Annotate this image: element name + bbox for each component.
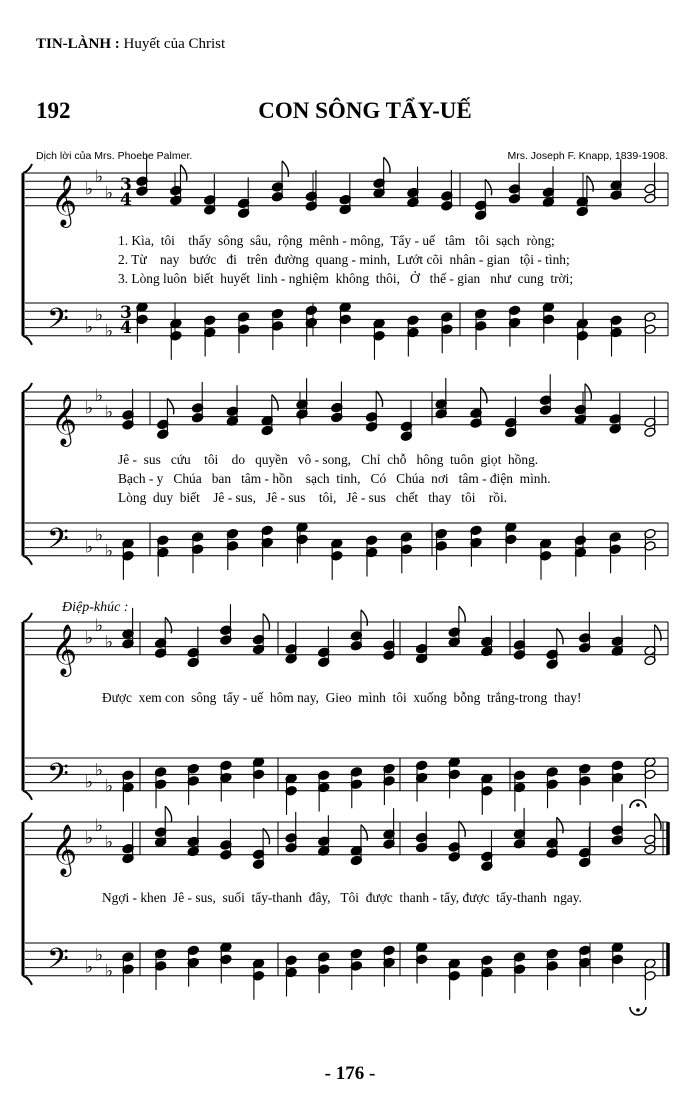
- flat-icon: ♭: [95, 616, 104, 637]
- flat-icon: ♭: [85, 828, 94, 849]
- flat-icon: ♭: [85, 957, 94, 978]
- flat-icon: ♭: [105, 832, 114, 853]
- flat-icon: ♭: [85, 537, 94, 558]
- flat-icon: ♭: [105, 541, 114, 562]
- music-credit: Mrs. Joseph F. Knapp, 1839-1908.: [507, 150, 668, 162]
- lyric-s1-v2: 2. Từ nay bước đi trên đường quang - minh, Lướt cõi nhân - gian tội - tình;: [118, 252, 570, 267]
- bass-time-bottom: 4: [120, 318, 132, 338]
- bass-clef-icon: 𝄢: [47, 942, 69, 983]
- hymn-title: CON SÔNG TẨY-UẾ: [258, 98, 472, 123]
- flat-icon: ♭: [95, 945, 104, 966]
- bass-clef-icon: 𝄢: [47, 522, 69, 563]
- flat-icon: ♭: [105, 321, 114, 342]
- flat-icon: ♭: [85, 398, 94, 419]
- lyric-refrain-1: Được xem con sông tẩy - uế hôm nay, Gieo mình tôi xuống bỗng trắng-trong thay!: [102, 690, 582, 705]
- flat-icon: ♭: [105, 776, 114, 797]
- flat-icon: ♭: [95, 386, 104, 407]
- treble-clef-icon: 𝄞: [51, 174, 78, 226]
- flat-icon: ♭: [105, 632, 114, 653]
- flat-icon: ♭: [85, 628, 94, 649]
- bass-clef-icon: 𝄢: [47, 302, 69, 343]
- flat-icon: ♭: [95, 816, 104, 837]
- treble-time-bottom: 4: [120, 190, 132, 210]
- flat-icon: ♭: [85, 317, 94, 338]
- treble-clef-icon: 𝄞: [51, 623, 78, 675]
- flat-icon: ♭: [95, 167, 104, 188]
- bass-clef-icon: 𝄢: [47, 757, 69, 798]
- treble-clef-icon: 𝄞: [51, 823, 78, 875]
- flat-icon: ♭: [95, 760, 104, 781]
- treble-time-top: 3: [120, 175, 132, 195]
- flat-icon: ♭: [85, 179, 94, 200]
- lyric-s2-v3: Lòng duy biết Jê - sus, Jê - sus tôi, Jê - sus chết thay tôi rồi.: [118, 490, 508, 505]
- refrain-label: Điệp-khúc :: [62, 600, 129, 615]
- flat-icon: ♭: [105, 183, 114, 204]
- page-number: - 176 -: [324, 1063, 376, 1084]
- lyric-s1-v3: 3. Lòng luôn biết huyết linh - nghiệm không thôi, Ở thế - gian như cung trời;: [118, 271, 574, 286]
- hymn-number: 192: [36, 98, 71, 123]
- bass-time-top: 3: [120, 303, 132, 323]
- treble-clef-icon: 𝄞: [51, 393, 78, 445]
- lyric-s2-v1: Jê - sus cứu tôi do quyền vô - song, Chỉ chỗ hông tuôn giọt hồng.: [118, 452, 539, 467]
- flat-icon: ♭: [105, 402, 114, 423]
- lyric-s2-v2: Bạch - y Chúa ban tâm - hồn sạch tinh, Có Chúa nơi tâm - điện mình.: [118, 471, 551, 486]
- lyric-s1-v1: 1. Kìa, tôi thấy sông sâu, rộng mênh - mông, Tẩy - uế tâm tôi sạch ròng;: [118, 233, 555, 248]
- flat-icon: ♭: [85, 772, 94, 793]
- section-name: Huyết của Christ: [123, 36, 226, 52]
- flat-icon: ♭: [95, 305, 104, 326]
- lyric-refrain-2: Ngợi - khen Jê - sus, suối tẩy-thanh đây, Tôi được thanh - tẩy, được tẩy-thanh ngay.: [102, 890, 582, 905]
- book-name: TIN-LÀNH :: [36, 36, 120, 52]
- flat-icon: ♭: [105, 961, 114, 982]
- flat-icon: ♭: [95, 525, 104, 546]
- lyrics-credit: Dịch lời của Mrs. Phoebe Palmer.: [36, 150, 193, 162]
